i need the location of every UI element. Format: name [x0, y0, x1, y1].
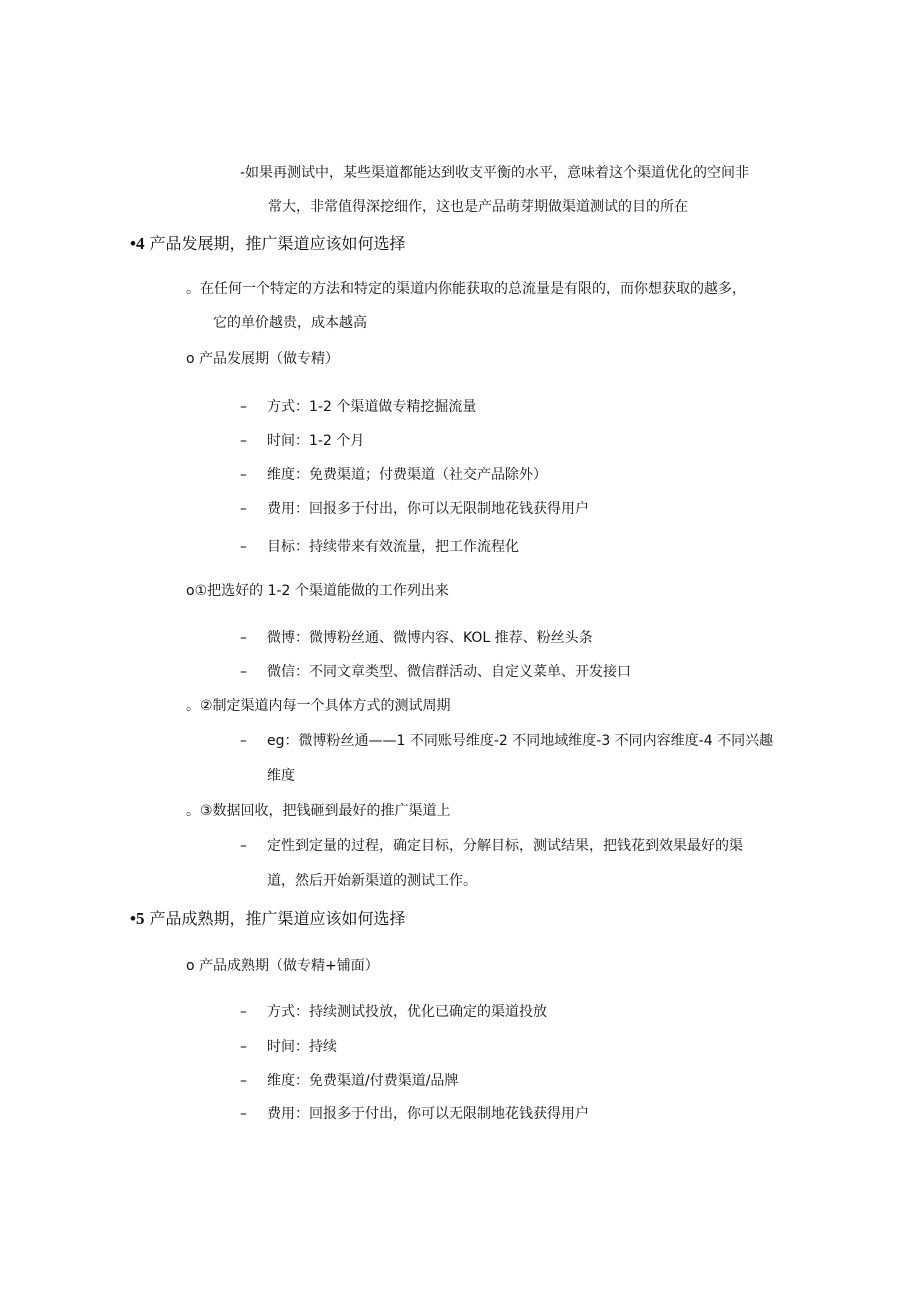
- section-5-number: •5: [130, 909, 145, 928]
- list-item: 目标：持续带来有效流量，把工作流程化: [267, 539, 519, 555]
- list-item-continuation: 维度: [267, 768, 295, 784]
- section-4-note-line-2: 它的单价越贵，成本越高: [213, 315, 367, 331]
- dash-marker: –: [240, 630, 247, 646]
- dash-marker: –: [240, 838, 247, 854]
- list-item: 微信：不同文章类型、微信群活动、自定义菜单、开发接口: [267, 664, 631, 680]
- dash-marker: –: [240, 1073, 247, 1089]
- list-item-continuation: 道，然后开始新渠道的测试工作。: [267, 873, 477, 889]
- list-item: eg：微博粉丝通——1 不同账号维度-2 不同地域维度-3 不同内容维度-4 不同兴趣: [267, 733, 774, 749]
- list-item: 定性到定量的过程，确定目标，分解目标，测试结果，把钱花到效果最好的渠: [267, 838, 743, 854]
- dash-marker: –: [240, 1106, 247, 1122]
- dash-marker: –: [240, 539, 247, 555]
- dash-marker: –: [240, 399, 247, 415]
- list-item: 维度：免费渠道；付费渠道（社交产品除外）: [267, 467, 547, 483]
- step-2-heading: 。②制定渠道内每一个具体方式的测试周期: [186, 698, 451, 714]
- dash-marker: –: [240, 433, 247, 449]
- dash-marker: –: [240, 1039, 247, 1055]
- list-item: 时间：1-2 个月: [267, 433, 365, 449]
- list-item: 方式：持续测试投放，优化已确定的渠道投放: [267, 1004, 547, 1020]
- section-5-title: 产品成熟期，推广渠道应该如何选择: [149, 909, 406, 928]
- intro-line-1: -如果再测试中，某些渠道都能达到收支平衡的水平，意味着这个渠道优化的空间非: [240, 165, 750, 181]
- list-item: 微博：微博粉丝通、微博内容、KOL 推荐、粉丝头条: [267, 630, 593, 646]
- list-item: 费用：回报多于付出，你可以无限制地花钱获得用户: [267, 501, 589, 517]
- dash-marker: –: [240, 501, 247, 517]
- list-item: 时间：持续: [267, 1039, 337, 1055]
- dash-marker: –: [240, 664, 247, 680]
- section-5-phase-heading: o 产品成熟期（做专精+铺面）: [186, 958, 379, 974]
- list-item: 维度：免费渠道/付费渠道/品牌: [267, 1073, 459, 1089]
- section-4-number: •4: [130, 234, 145, 253]
- section-4-title: 产品发展期，推广渠道应该如何选择: [149, 234, 406, 253]
- step-1-heading: o①把选好的 1-2 个渠道能做的工作列出来: [186, 583, 449, 599]
- section-4-phase-heading: o 产品发展期（做专精）: [186, 351, 340, 367]
- dash-marker: –: [240, 1004, 247, 1020]
- step-3-heading: 。③数据回收，把钱砸到最好的推广渠道上: [186, 803, 451, 819]
- dash-marker: –: [240, 467, 247, 483]
- list-item: 方式：1-2 个渠道做专精挖掘流量: [267, 399, 477, 415]
- section-5-heading: [130, 908, 406, 930]
- list-item: 费用：回报多于付出，你可以无限制地花钱获得用户: [267, 1106, 589, 1122]
- section-4-note-line-1: 。在任何一个特定的方法和特定的渠道内你能获取的总流量是有限的，而你想获取的越多，: [186, 281, 746, 297]
- section-4-heading: [130, 233, 406, 255]
- dash-marker: –: [240, 733, 247, 749]
- intro-line-2: 常大，非常值得深挖细作，这也是产品萌芽期做渠道测试的目的所在: [268, 199, 688, 215]
